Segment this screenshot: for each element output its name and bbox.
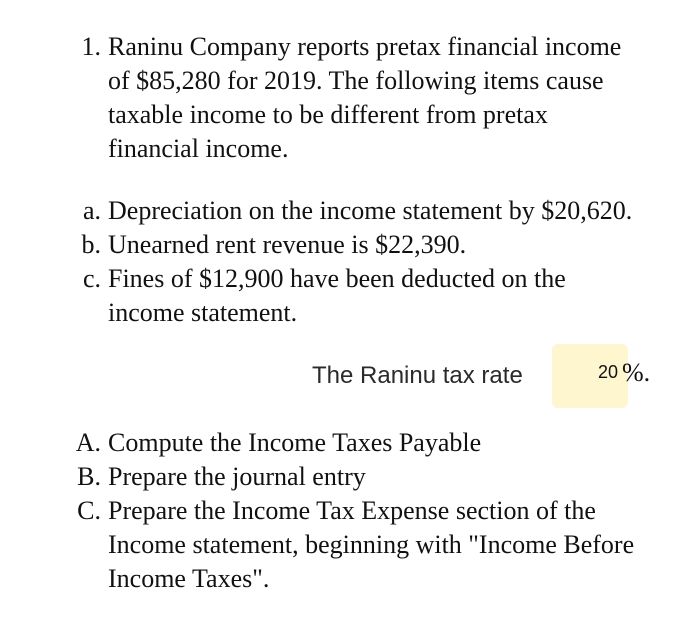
- list-item-line: Unearned rent revenue is $22,390.: [108, 230, 467, 259]
- problem-statement: [68, 30, 678, 166]
- task-c: [68, 494, 678, 596]
- task-marker: A.: [75, 428, 101, 457]
- problem-intro: [108, 30, 678, 166]
- task-b: [68, 460, 678, 494]
- problem-intro-line: financial income.: [108, 134, 289, 163]
- list-item-text: [108, 262, 678, 330]
- list-item-text: [108, 228, 678, 262]
- task-text: [108, 494, 678, 596]
- task-line: Income statement, beginning with "Income Before: [108, 530, 635, 559]
- tax-rate-suffix: %.: [622, 358, 651, 387]
- problem-intro-line: Raninu Company reports pretax financial income: [108, 32, 622, 61]
- task-marker: C.: [77, 496, 101, 525]
- task-line: Prepare the journal entry: [108, 462, 366, 491]
- task-text: [108, 460, 678, 494]
- tax-rate-label: The Raninu tax rate: [312, 362, 523, 389]
- task-marker: B.: [77, 462, 101, 491]
- list-item-a: [68, 194, 678, 228]
- list-item-line: Depreciation on the income statement by $20,620.: [108, 196, 633, 225]
- task-a: [68, 426, 678, 460]
- problem-intro-line: taxable income to be different from pretax: [108, 100, 548, 129]
- list-item-text: [108, 194, 678, 228]
- list-item-b: [68, 228, 678, 262]
- list-item-line: Fines of $12,900 have been deducted on the: [108, 264, 566, 293]
- problem-intro-line: of $85,280 for 2019. The following items cause: [108, 66, 604, 95]
- task-line: Prepare the Income Tax Expense section of the: [108, 496, 596, 525]
- list-marker: c.: [82, 264, 101, 293]
- list-item-c: [68, 262, 678, 330]
- tax-rate-value: 20: [598, 362, 619, 382]
- task-line: Income Taxes".: [108, 564, 270, 593]
- task-line: Compute the Income Taxes Payable: [108, 428, 482, 457]
- list-marker: b.: [81, 230, 101, 259]
- problem-number: 1.: [81, 32, 101, 61]
- tax-rate-row: [312, 354, 523, 398]
- list-marker: a.: [82, 196, 101, 225]
- task-text: [108, 426, 678, 460]
- list-item-line: income statement.: [108, 298, 298, 327]
